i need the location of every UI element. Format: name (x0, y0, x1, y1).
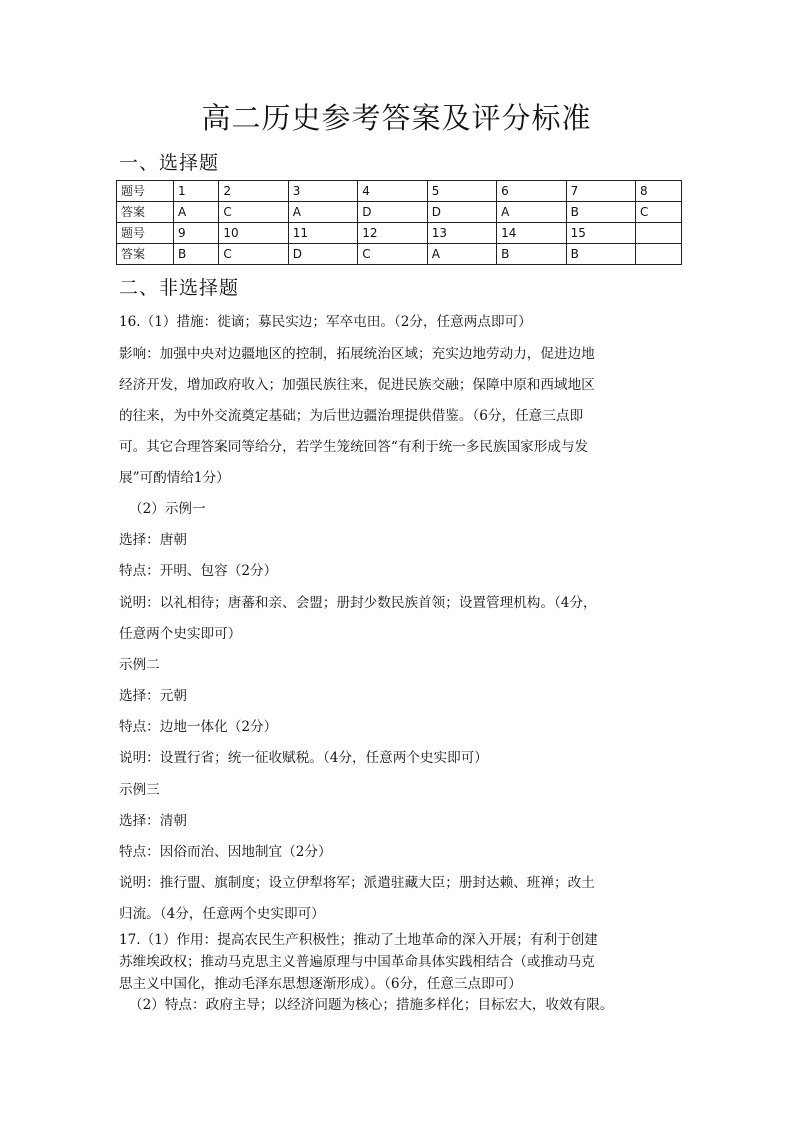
q16-part1-measures: 16.（1）措施：徙谪；募民实边；军卒屯田。（2分，任意两点即可） (119, 314, 532, 330)
answer-line: 可。其它合理答案同等给分，若学生笼统回答“有利于统一多民族国家形成与发 (119, 439, 589, 455)
table-row (117, 223, 682, 244)
answer-line: 选择：唐朝 (119, 532, 187, 548)
row-label-cell: 答案 (117, 202, 174, 223)
table-cell: C (219, 244, 288, 265)
table-cell: 15 (566, 223, 635, 244)
row-label-cell: 题号 (117, 181, 174, 202)
answer-line: 特点：边地一体化（2分） (119, 719, 278, 735)
table-cell: 13 (427, 223, 496, 244)
answer-line: 的往来，为中外交流奠定基础；为后世边疆治理提供借鉴。（6分，任意三点即 (119, 408, 584, 424)
answer-line: 特点：因俗而治、因地制宜（2分） (119, 844, 332, 860)
table-cell: D (427, 202, 496, 223)
answer-line: 经济开发，增加政府收入；加强民族往来，促进民族交融；保障中原和西域地区 (119, 377, 595, 393)
table-row (117, 181, 682, 202)
table-cell: D (358, 202, 427, 223)
table-cell: A (288, 202, 357, 223)
table-cell: 5 (427, 181, 496, 202)
table-cell: A (497, 202, 566, 223)
answer-line: 说明：以礼相待；唐蕃和亲、会盟；册封少数民族首领；设置管理机构。（4分， (119, 595, 597, 611)
answer-line: 思主义中国化，推动毛泽东思想逐渐形成）。（6分，任意三点即可） (119, 976, 522, 992)
answer-line: 影响：加强中央对边疆地区的控制，拓展统治区域；充实边地劳动力，促进边地 (119, 346, 595, 362)
table-row (117, 244, 682, 265)
answer-line: 苏维埃政权；推动马克思主义普遍原理与中国革命具体实践相结合（或推动马克 (119, 954, 595, 970)
page-title: 高二历史参考答案及评分标准 (201, 101, 592, 135)
example2-heading: 示例二 (119, 657, 160, 673)
answer-line: 归流。（4分，任意两个史实即可） (119, 906, 325, 922)
table-cell: A (174, 202, 219, 223)
table-cell: 3 (288, 181, 357, 202)
table-cell: B (174, 244, 219, 265)
q16-part2-example1: （2）示例一 (129, 501, 206, 517)
table-cell: 10 (219, 223, 288, 244)
table-cell: 7 (566, 181, 635, 202)
table-cell (636, 223, 682, 244)
q17-part2: （2）特点：政府主导；以经济问题为核心；措施多样化；目标宏大，收效有限。 (129, 997, 614, 1013)
example3-heading: 示例三 (119, 782, 160, 798)
row-label-cell: 答案 (117, 244, 174, 265)
section-heading-choice: 一、选择题 (119, 152, 220, 174)
table-row (117, 202, 682, 223)
table-cell: 11 (288, 223, 357, 244)
table-cell: C (636, 202, 682, 223)
table-cell: 1 (174, 181, 219, 202)
table-cell: B (566, 202, 635, 223)
answer-line: 说明：设置行省；统一征收赋税。（4分，任意两个史实即可） (119, 750, 488, 766)
answer-table (116, 180, 682, 265)
table-cell: D (288, 244, 357, 265)
table-cell: B (566, 244, 635, 265)
answer-line: 展”可酌情给1分） (119, 470, 230, 486)
table-cell: 9 (174, 223, 219, 244)
answer-line: 选择：清朝 (119, 813, 187, 829)
row-label-cell: 题号 (117, 223, 174, 244)
table-cell: 12 (358, 223, 427, 244)
answer-line: 特点：开明、包容（2分） (119, 563, 278, 579)
table-cell: 8 (636, 181, 682, 202)
q17-part1: 17.（1）作用：提高农民生产积极性；推动了土地革命的深入开展；有利于创建 (119, 932, 598, 948)
table-cell: 14 (497, 223, 566, 244)
table-cell: 6 (497, 181, 566, 202)
table-cell (636, 244, 682, 265)
section-heading-nonchoice: 二、非选择题 (119, 277, 240, 299)
table-cell: B (497, 244, 566, 265)
table-cell: C (219, 202, 288, 223)
answer-line: 说明：推行盟、旗制度；设立伊犁将军；派遣驻藏大臣；册封达赖、班禅；改土 (119, 875, 595, 891)
table-cell: 2 (219, 181, 288, 202)
table-cell: 4 (358, 181, 427, 202)
answer-line: 选择：元朝 (119, 688, 187, 704)
table-cell: A (427, 244, 496, 265)
answer-line: 任意两个史实即可） (119, 626, 242, 642)
table-cell: C (358, 244, 427, 265)
